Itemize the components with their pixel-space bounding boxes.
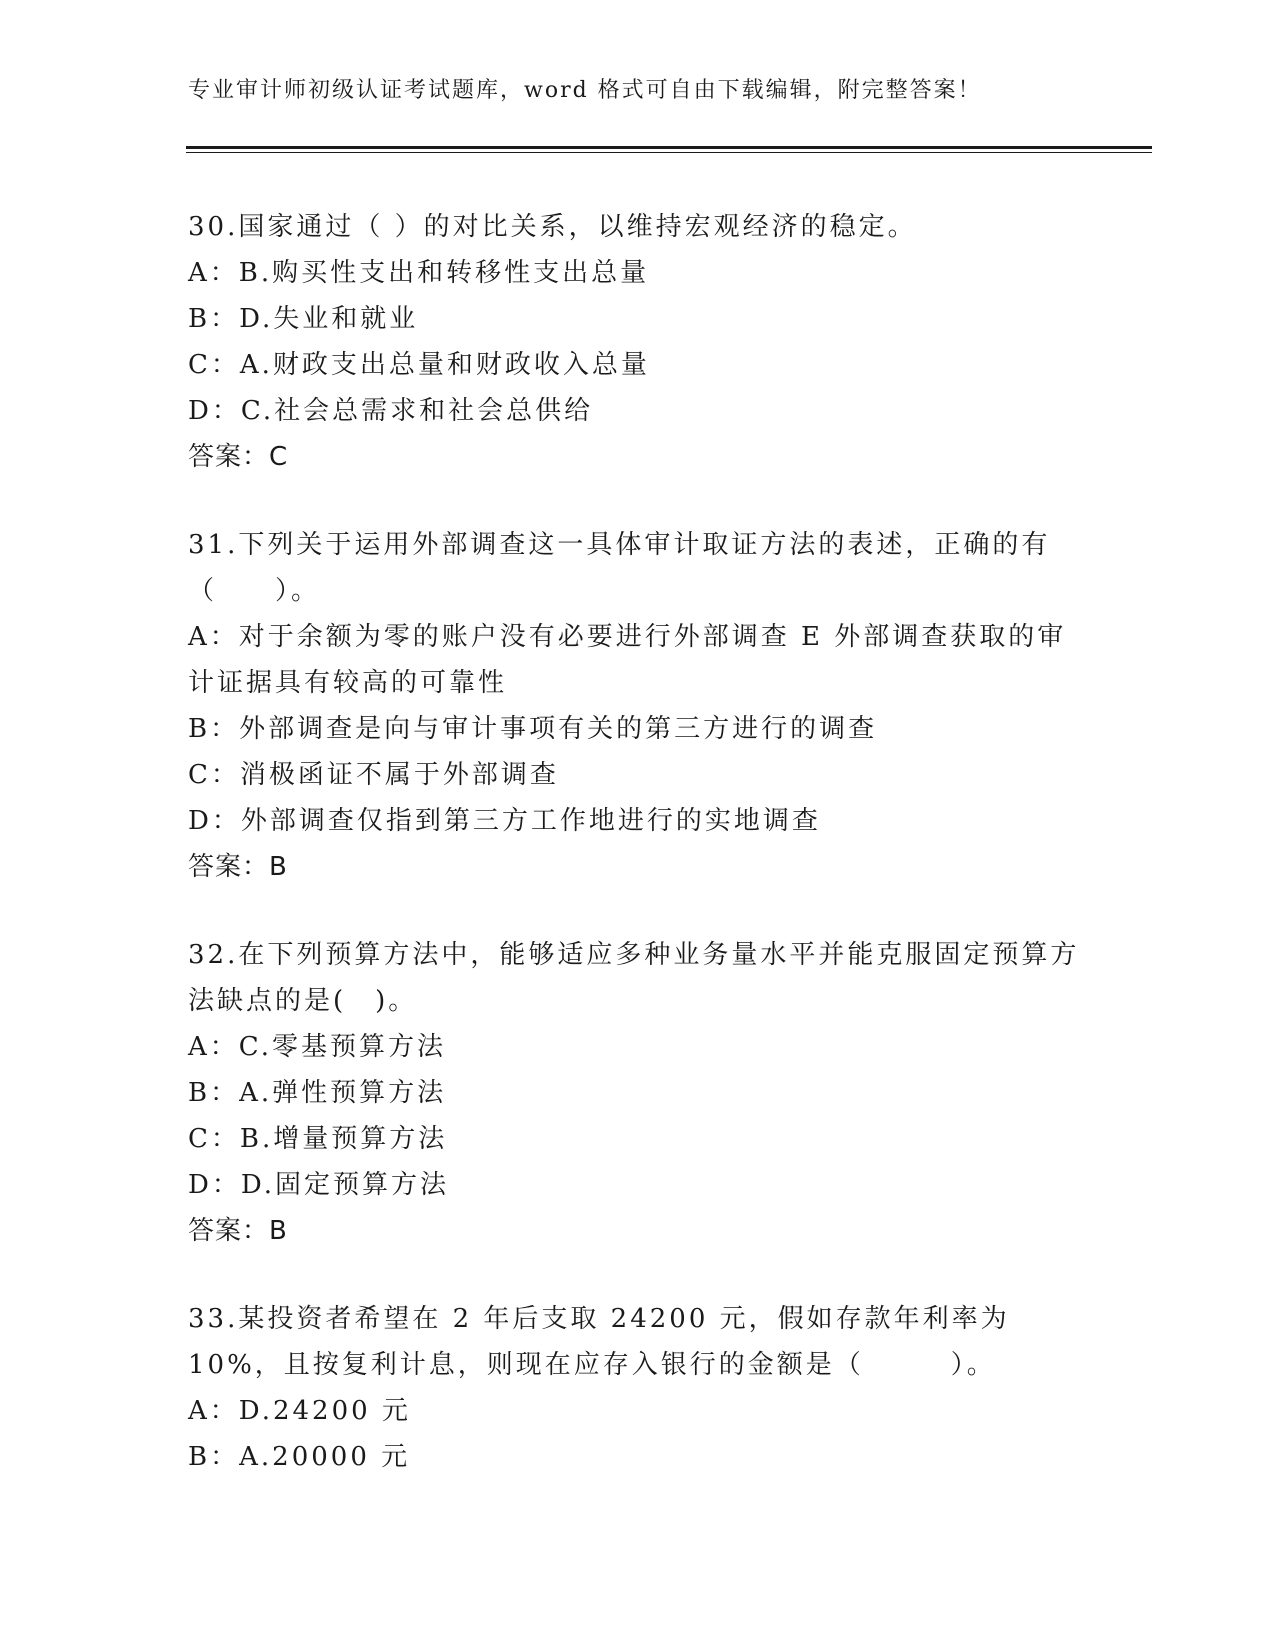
document-header: 专业审计师初级认证考试题库，word 格式可自由下载编辑，附完整答案！	[188, 78, 982, 103]
answer: 答案：C	[188, 442, 289, 472]
option-b: B：A.20000 元	[188, 1442, 411, 1472]
option-d: D：D.固定预算方法	[188, 1170, 450, 1200]
option-d: D：C.社会总需求和社会总供给	[188, 396, 594, 426]
header-rule-thick	[186, 146, 1152, 149]
answer: 答案：B	[188, 1216, 288, 1246]
question-stem: 30.国家通过（ ）的对比关系，以维持宏观经济的稳定。	[188, 212, 917, 242]
question-stem: 33.某投资者希望在 2 年后支取 24200 元，假如存款年利率为 10%，且按复利计息，则现在应存入银行的金额是（ ）。	[188, 1304, 1010, 1380]
question-32	[188, 932, 1088, 1254]
option-c: C：A.财政支出总量和财政收入总量	[188, 350, 650, 380]
question-30	[188, 204, 1088, 480]
option-b: B：外部调查是向与审计事项有关的第三方进行的调查	[188, 714, 878, 744]
option-b: B：A.弹性预算方法	[188, 1078, 447, 1108]
option-a: A：D.24200 元	[188, 1396, 411, 1426]
option-a: A：B.购买性支出和转移性支出总量	[188, 258, 650, 288]
option-b: B：D.失业和就业	[188, 304, 419, 334]
header-rule-thin	[186, 152, 1152, 153]
question-31	[188, 522, 1088, 890]
option-a: A：C.零基预算方法	[188, 1032, 447, 1062]
option-a: A：对于余额为零的账户没有必要进行外部调查 E 外部调查获取的审计证据具有较高的可靠性	[188, 622, 1067, 698]
option-d: D：外部调查仅指到第三方工作地进行的实地调查	[188, 806, 821, 836]
question-stem: 32.在下列预算方法中，能够适应多种业务量水平并能克服固定预算方法缺点的是( )。	[188, 940, 1080, 1016]
answer: 答案：B	[188, 852, 288, 882]
question-stem: 31.下列关于运用外部调查这一具体审计取证方法的表述，正确的有（ ）。	[188, 530, 1051, 606]
option-c: C：消极函证不属于外部调查	[188, 760, 559, 790]
question-list	[188, 204, 1088, 1522]
question-33	[188, 1296, 1088, 1480]
option-c: C：B.增量预算方法	[188, 1124, 448, 1154]
